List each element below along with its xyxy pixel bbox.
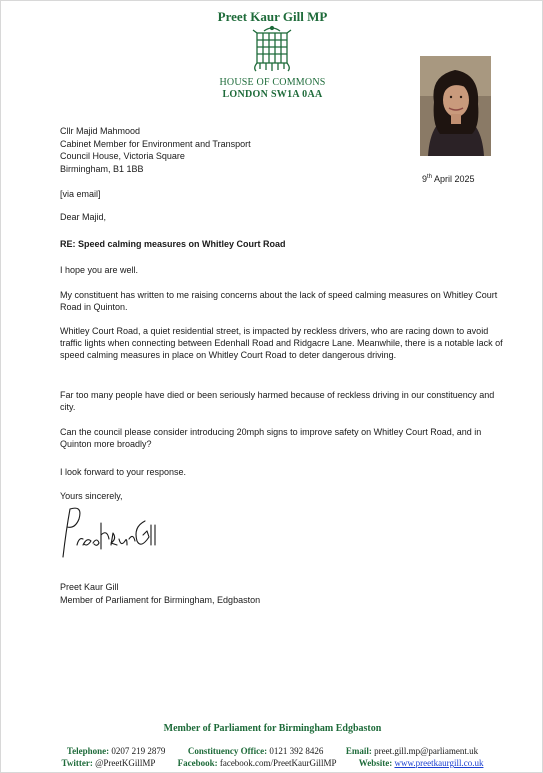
signer-name: Preet Kaur Gill (60, 582, 119, 592)
body-paragraph-1: I hope you are well. (60, 265, 139, 275)
via-email-note: [via email] (60, 189, 101, 199)
recipient-city: Birmingham, B1 1BB (60, 163, 144, 174)
letterhead-mp-name: Preet Kaur Gill MP (217, 9, 328, 24)
closing-line: Yours sincerely, (60, 491, 123, 501)
facebook-label: Facebook: (177, 758, 218, 768)
recipient-title: Cabinet Member for Environment and Transport (60, 138, 251, 149)
date-rest: April 2025 (432, 174, 475, 184)
facebook-url: facebook.com/PreetKaurGillMP (219, 758, 337, 768)
handwritten-signature (57, 501, 157, 563)
body-paragraph-3: Whitley Court Road, a quiet residential street, is impacted by reckless drivers, who are racing down to avoid traffic lights when connecting between Edenhall Road and Ridgacre Lane. Meanwhile, there is a notable lack of speed calming measures in place on Whitley Court Road to deter dangerous driving. (60, 326, 503, 361)
footer-contact-line-2 (1, 758, 543, 768)
telephone-number: 0207 219 2879 (111, 746, 166, 756)
recipient-street: Council House, Victoria Square (60, 151, 185, 161)
footer-contact-line-1 (1, 746, 543, 756)
website-label: Website: (358, 758, 393, 768)
subject-line: RE: Speed calming measures on Whitley Court Road (60, 239, 286, 249)
body-paragraph-5: Can the council please consider introducing 20mph signs to improve safety on Whitley Court Road, and in Quinton more broadly? (60, 427, 482, 450)
date-suffix: th (427, 174, 433, 180)
twitter-handle: @PreetKGillMP (95, 758, 156, 768)
website-link[interactable]: www.preetkaurgill.co.uk (394, 758, 484, 768)
letterhead-address: LONDON SW1A 0AA (222, 89, 323, 100)
constituency-office-number: 0121 392 8426 (269, 746, 324, 756)
salutation: Dear Majid, (60, 212, 107, 222)
constituency-office-label: Constituency Office: (187, 746, 268, 756)
portcullis-icon (250, 25, 294, 73)
date-day: 9 (422, 174, 428, 184)
recipient-address-block (60, 125, 251, 175)
signer-block (60, 581, 260, 606)
telephone-label: Telephone: (66, 746, 110, 756)
body-paragraph-2: My constituent has written to me raising concerns about the lack of speed calming measures on Whitley Court Road in Quinton. (60, 290, 498, 313)
house-of-commons-label: HOUSE OF COMMONS (219, 77, 326, 88)
letter-date (422, 174, 475, 184)
recipient-name: Cllr Majid Mahmood (60, 126, 141, 136)
twitter-label: Twitter: (61, 758, 93, 768)
mp-portrait-photo (420, 56, 491, 156)
footer-title: Member of Parliament for Birmingham Edgbaston (163, 723, 382, 734)
body-paragraph-4: Far too many people have died or been seriously harmed because of reckless driving in our constituency and city. (60, 390, 495, 413)
body-paragraph-6: I look forward to your response. (60, 467, 187, 477)
signer-role: Member of Parliament for Birmingham, Edgbaston (60, 594, 261, 605)
email-label: Email: (345, 746, 372, 756)
email-address: preet.gill.mp@parliament.uk (374, 746, 479, 756)
